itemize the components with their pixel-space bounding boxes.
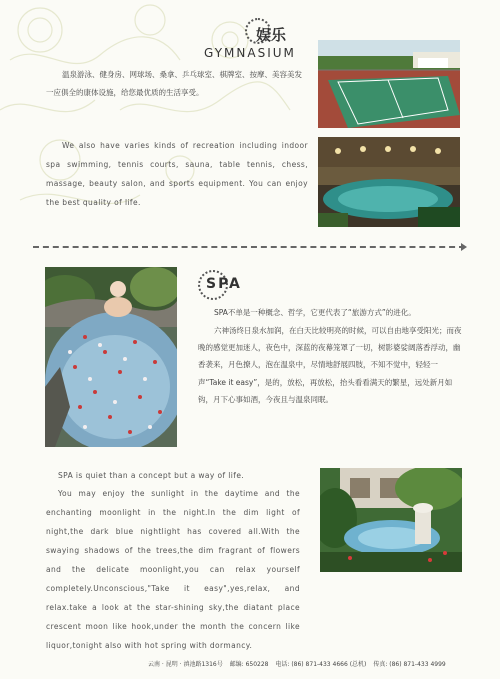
spa-pool-photo [45,267,177,447]
footer-phone: 电话: (86) 871-433 4666 (总机) [275,661,367,668]
spa-zh-text-2: 六神汤终日泉水加润，在白天比较明亮的时候，可以自由地享受阳光；而夜晚的感觉更加迷人，夜色中，深蓝的夜幕笼罩了一切，树影婆娑阔落香浮动，幽香袭来，月色撩人，泡在温泉中，尽情地舒展四肢，不知不觉中，轻轻一声“Take it easy”，是的，放松，再放松，抬头看看满天的繁星，远处新月如钩，月下心事如酒，今夜且与温泉同眠。 [198,326,462,404]
gym-en-title: GYMNASIUM [204,46,296,60]
garden-spa-photo [320,468,462,572]
contact-footer [148,659,451,668]
gym-zh-text: 温泉游泳、健身房、网球场、桑拿、乒乓球室、棋牌室、按摩、美容美发一应俱全的康体设施，给您最优质的生活享受。 [46,70,302,97]
footer-postcode: 邮编: 650228 [229,661,269,668]
spa-en-text-2: You may enjoy the sunlight in the daytime and the enchanting moonlight in the night.In the dim light of night,the dark blue nightlight has covered all.With the swaying shadows of the trees,the dim fragrant of flowers and the delicate moonlight,you can relax yourself completely.Unconscious,"Take it easy",yes,relax, and relax.take a look at the star-shining sky,the diatant place crescent moon like hook,under the month the concern like liquor,tonight also with hot spring with dormancy. [46,489,300,650]
tennis-court-photo [318,40,460,128]
section-divider [33,246,465,248]
indoor-pool-photo [318,137,460,227]
spa-zh-text-1: SPA不单是一种概念、哲学，它更代表了“旅游方式”的进化。 [214,308,416,317]
footer-fax: 传真: (86) 871-433 4999 [373,661,446,668]
gym-zh-title: 娱乐 [256,26,287,44]
spa-en-text-1: SPA is quiet than a concept but a way of life. [58,471,245,480]
gym-en-text: We also have varies kinds of recreation including indoor spa swimming, tennis courts, sauna, table tennis, chess, massage, beauty salon, and sports equipment. You can enjoy the best quality of life. [46,141,308,207]
divider-arrow-icon [461,243,467,251]
spa-title: SPA [206,276,242,292]
footer-address: 云南 · 昆明 · 滇池路1316号 [148,661,223,668]
